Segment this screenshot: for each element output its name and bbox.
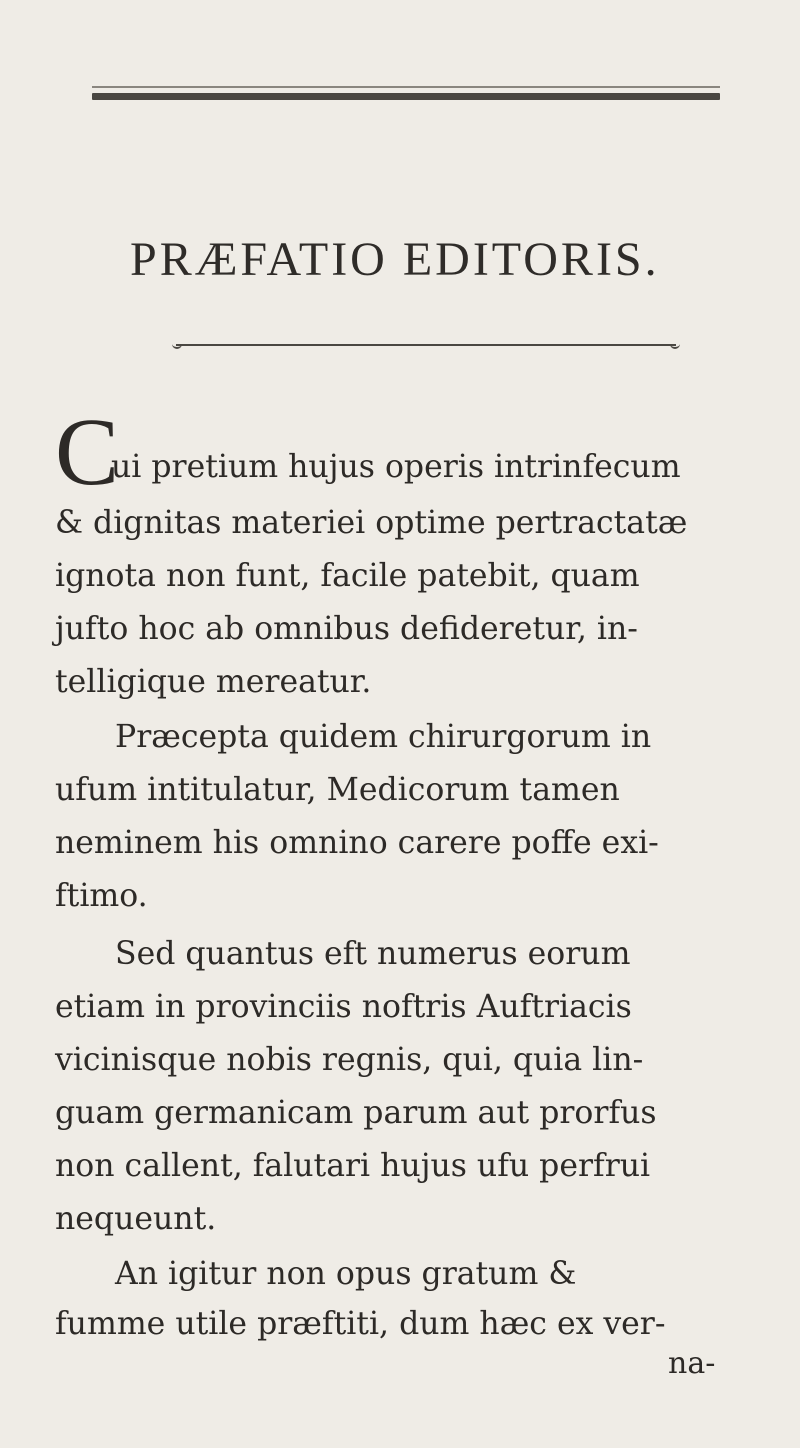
text-line-3: ignota non funt, facile patebit, quam	[55, 558, 640, 594]
header-ornamental-rule	[92, 93, 720, 100]
text-line-2: & dignitas materiei optime pertractatæ	[55, 505, 688, 541]
text-line-15: nequeunt.	[55, 1201, 217, 1237]
text-line-12: vicinisque nobis regnis, qui, quia lin-	[55, 1042, 644, 1078]
text-line-4: jufto hoc ab omnibus defideretur, in-	[55, 611, 638, 647]
text-line-5: telligique mereatur.	[55, 664, 372, 700]
text-line-9: ftimo.	[55, 878, 148, 914]
title-divider	[176, 344, 676, 346]
catchword: na-	[668, 1346, 716, 1381]
drop-cap: C	[55, 398, 120, 505]
text-line-7: ufum intitulatur, Medicorum tamen	[55, 772, 620, 808]
text-line-8: neminem his omnino carere poffe exi-	[55, 825, 659, 861]
text-line-11: etiam in provinciis noftris Auftriacis	[55, 989, 632, 1025]
text-line-10: Sed quantus eft numerus eorum	[115, 936, 631, 972]
text-line-17: fumme utile præftiti, dum hæc ex ver-	[55, 1306, 666, 1342]
header-thin-rule	[92, 86, 720, 88]
text-line-6: Præcepta quidem chirurgorum in	[115, 719, 652, 755]
text-line-16: An igitur non opus gratum &	[115, 1256, 577, 1292]
page-title: PRÆFATIO EDITORIS.	[130, 233, 660, 286]
text-line-13: guam germanicam parum aut prorfus	[55, 1095, 657, 1131]
text-line-1: ui pretium hujus operis intrinfecum	[111, 449, 681, 485]
text-line-14: non callent, falutari hujus ufu perfrui	[55, 1148, 651, 1184]
